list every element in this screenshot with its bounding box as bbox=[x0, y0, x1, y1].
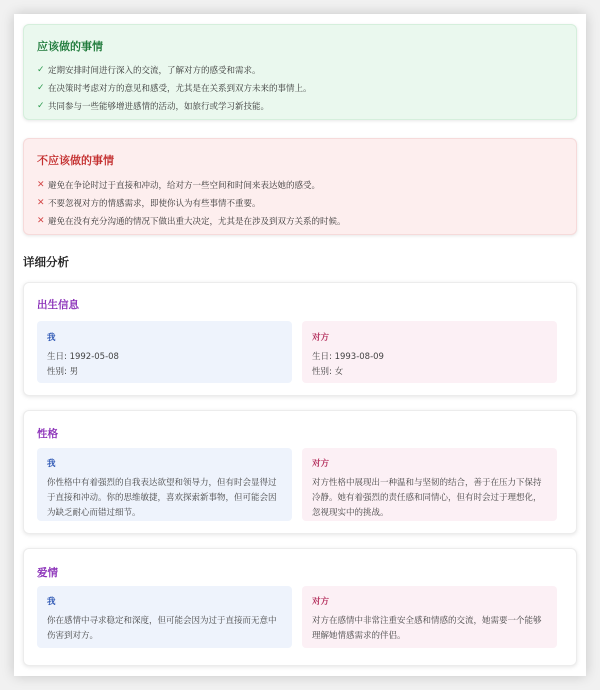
birth-info-title: 出生信息 bbox=[37, 299, 79, 311]
partner-gender: 性别: 女 bbox=[312, 367, 344, 377]
list-item: ✕ 避免在没有充分沟通的情况下做出重大决定，尤其是在涉及到双方关系的时候。 bbox=[37, 216, 346, 227]
me-label: 我 bbox=[47, 459, 56, 469]
my-gender: 性别: 男 bbox=[47, 367, 79, 377]
check-icon: ✓ bbox=[37, 101, 45, 111]
cross-icon: ✕ bbox=[37, 180, 45, 190]
dos-card bbox=[23, 24, 577, 120]
partner-love-box bbox=[302, 586, 557, 648]
me-label: 我 bbox=[47, 597, 56, 607]
my-personality-text: 你性格中有着强烈的自我表达欲望和领导力，但有时会显得过于直接和冲动。你的思维敏捷，喜欢探索新事物，但可能会因为缺乏耐心而错过细节。 bbox=[47, 478, 277, 518]
partner-love-text: 对方在感情中非常注重安全感和情感的交流，她需要一个能够理解她情感需求的伴侣。 bbox=[312, 616, 542, 641]
list-item: ✕ 不要忽视对方的情感需求，即使你认为有些事情不重要。 bbox=[37, 198, 261, 209]
my-personality-box bbox=[37, 448, 292, 521]
personality-card bbox=[23, 410, 577, 534]
list-item: ✕ 避免在争论时过于直接和冲动，给对方一些空间和时间来表达她的感受。 bbox=[37, 180, 321, 191]
my-love-text: 你在感情中寻求稳定和深度，但可能会因为过于直接而无意中伤害到对方。 bbox=[47, 616, 277, 641]
donts-title: 不应该做的事情 bbox=[37, 154, 114, 167]
analysis-heading: 详细分析 bbox=[23, 255, 69, 269]
list-item: ✓ 共同参与一些能够增进感情的活动，如旅行或学习新技能。 bbox=[37, 101, 270, 112]
donts-card bbox=[23, 138, 577, 235]
my-birthday: 生日: 1992-05-08 bbox=[47, 352, 119, 362]
results-page bbox=[14, 14, 586, 676]
list-item: ✓ 定期安排时间进行深入的交流，了解对方的感受和需求。 bbox=[37, 65, 261, 76]
check-icon: ✓ bbox=[37, 65, 45, 75]
partner-label: 对方 bbox=[312, 333, 330, 343]
partner-label: 对方 bbox=[312, 459, 330, 469]
love-title: 爱情 bbox=[37, 567, 58, 579]
love-card bbox=[23, 548, 577, 666]
partner-label: 对方 bbox=[312, 597, 330, 607]
partner-personality-text: 对方性格中展现出一种温和与坚韧的结合，善于在压力下保持冷静。她有着强烈的责任感和同情心，但有时会过于理想化，忽视现实中的挑战。 bbox=[312, 478, 542, 518]
partner-birthday: 生日: 1993-08-09 bbox=[312, 352, 384, 362]
cross-icon: ✕ bbox=[37, 198, 45, 208]
dos-title: 应该做的事情 bbox=[37, 40, 103, 53]
cross-icon: ✕ bbox=[37, 216, 45, 226]
partner-personality-box bbox=[302, 448, 557, 521]
my-birth-box bbox=[37, 321, 292, 383]
me-label: 我 bbox=[47, 333, 56, 343]
list-item: ✓ 在决策时考虑对方的意见和感受，尤其是在关系到双方未来的事情上。 bbox=[37, 83, 312, 94]
personality-title: 性格 bbox=[37, 428, 58, 440]
check-icon: ✓ bbox=[37, 83, 45, 93]
partner-birth-box bbox=[302, 321, 557, 383]
my-love-box bbox=[37, 586, 292, 648]
birth-info-card bbox=[23, 282, 577, 396]
